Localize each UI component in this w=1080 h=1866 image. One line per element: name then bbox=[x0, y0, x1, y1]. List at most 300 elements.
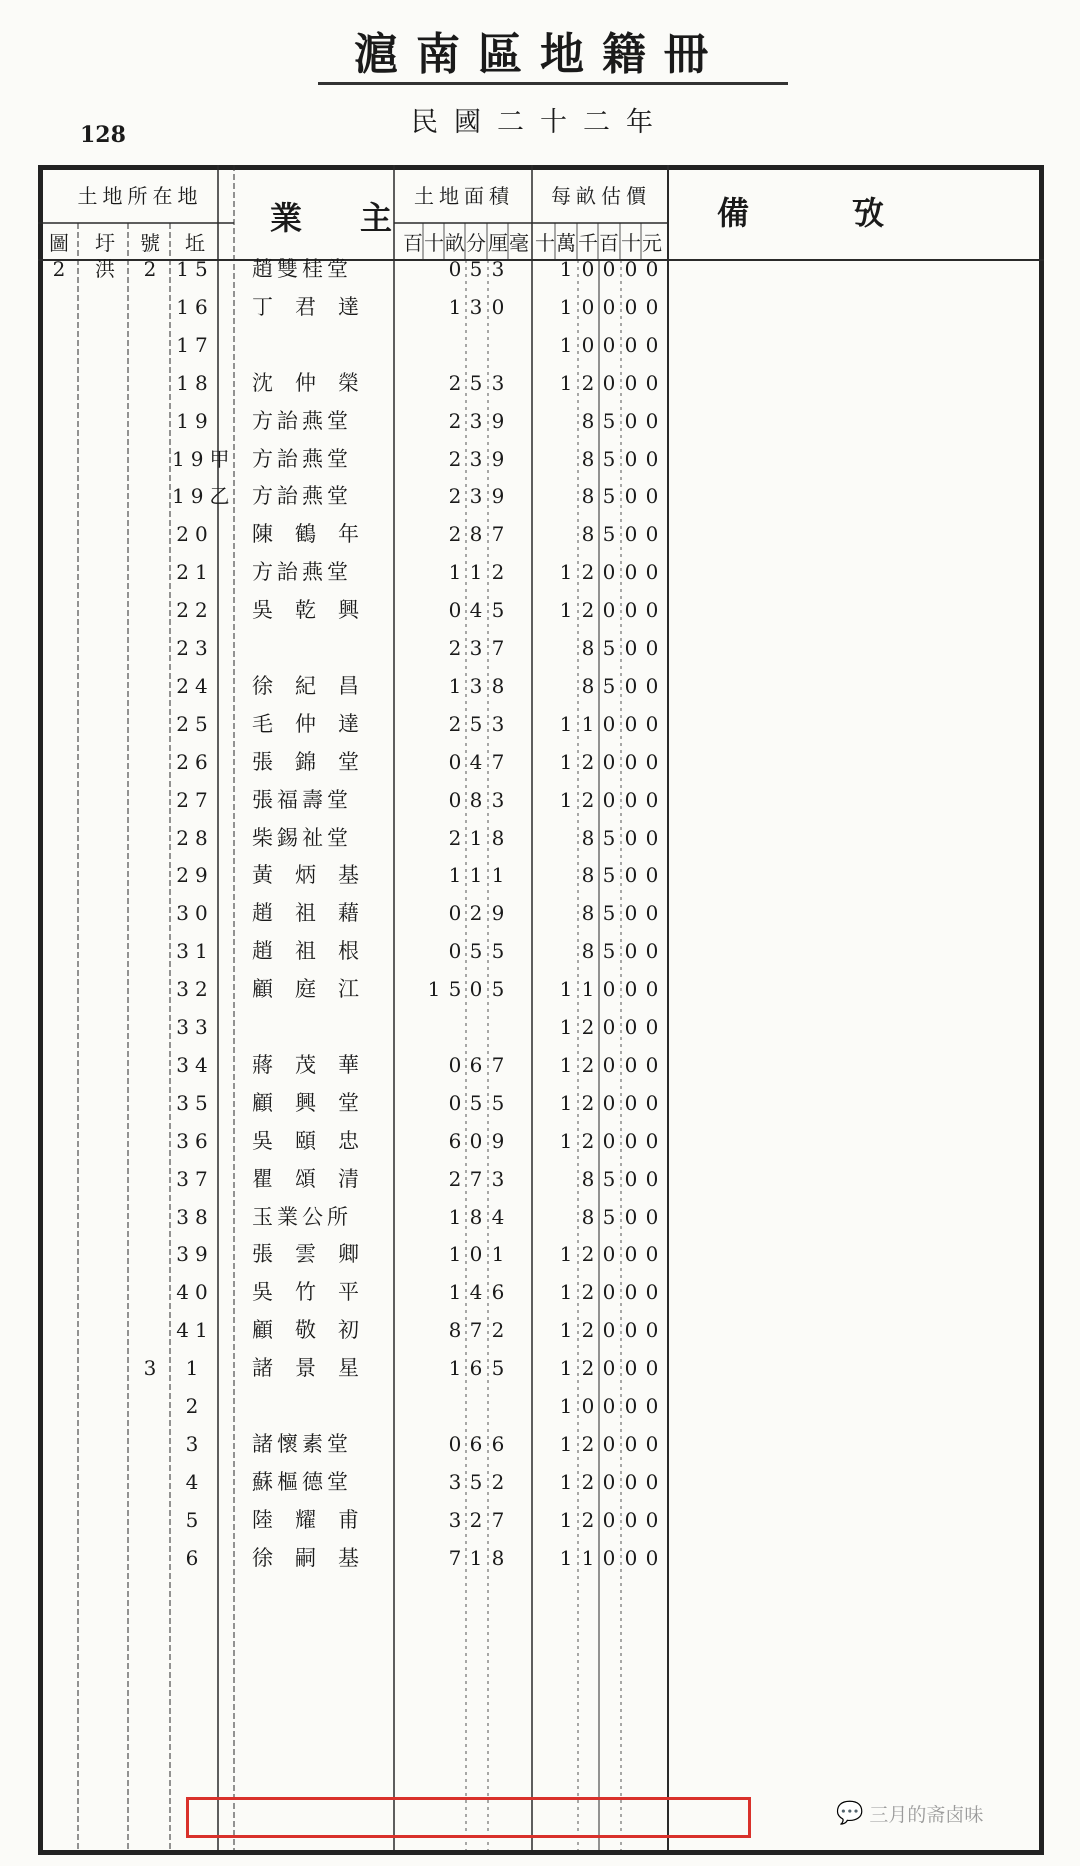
cell-price-digit: 0 bbox=[624, 1015, 638, 1039]
cell-area-digit: 7 bbox=[491, 1052, 505, 1077]
header-remarks-char-2: 攷 bbox=[851, 194, 884, 232]
cell-qiu: 16 bbox=[176, 294, 214, 319]
cell-price-digit: 0 bbox=[624, 598, 638, 623]
cell-area-digit: 3 bbox=[469, 636, 483, 660]
cell-price-digit: 0 bbox=[602, 711, 616, 736]
cell-price-digit: 0 bbox=[624, 1545, 638, 1570]
cell-owner: 顧興堂 bbox=[252, 1090, 381, 1115]
cell-price-digit: 0 bbox=[645, 598, 659, 623]
cell-price-digit: 0 bbox=[602, 1431, 616, 1456]
cell-owner: 趙祖根 bbox=[252, 939, 381, 964]
cell-price-digit: 0 bbox=[624, 1090, 638, 1115]
cell-area-digit: 1 bbox=[469, 560, 483, 585]
header-col-wei: 圩 bbox=[95, 231, 115, 255]
cell-price-digit: 0 bbox=[624, 1242, 638, 1267]
cell-qiu: 19乙 bbox=[172, 484, 236, 509]
cell-price-digit: 0 bbox=[624, 825, 638, 850]
cell-area-digit: 3 bbox=[469, 408, 483, 433]
header-col-tu: 圖 bbox=[49, 231, 69, 255]
cell-qiu: 29 bbox=[176, 863, 214, 888]
cell-price-digit: 2 bbox=[581, 1052, 595, 1077]
cell-area-digit: 5 bbox=[491, 939, 505, 964]
cell-area-digit: 0 bbox=[448, 939, 462, 964]
cell-qiu: 25 bbox=[176, 711, 214, 736]
cell-area-digit: 7 bbox=[469, 1166, 483, 1191]
cell-price-digit: 0 bbox=[624, 1469, 638, 1494]
cell-price-digit: 0 bbox=[624, 1394, 638, 1418]
page-number: 128 bbox=[80, 122, 126, 148]
header-area-group: 土地面積 bbox=[414, 184, 514, 208]
cell-price-digit: 2 bbox=[581, 1128, 595, 1153]
cell-price-digit: 0 bbox=[645, 1052, 659, 1077]
cell-area-digit: 6 bbox=[469, 1356, 483, 1381]
cell-area-digit: 9 bbox=[491, 1128, 505, 1153]
cell-price-digit: 2 bbox=[581, 598, 595, 623]
cell-price-digit: 1 bbox=[559, 1318, 573, 1343]
cell-owner: 方詒燕堂 bbox=[252, 484, 352, 509]
watermark bbox=[836, 1800, 983, 1827]
document-title: 滬南區地籍冊 bbox=[354, 29, 726, 80]
cell-area-digit: 3 bbox=[448, 1469, 462, 1494]
cell-area-digit: 1 bbox=[448, 673, 462, 698]
area-unit-2: 畝 bbox=[445, 231, 465, 255]
cell-price-digit: 1 bbox=[559, 370, 573, 395]
cell-owner: 陸耀甫 bbox=[252, 1507, 381, 1532]
cell-area-digit: 9 bbox=[491, 446, 505, 471]
cell-qiu: 21 bbox=[176, 560, 214, 585]
cell-price-digit: 5 bbox=[602, 673, 616, 698]
cell-price-digit: 0 bbox=[645, 863, 659, 888]
cell-area-digit: 5 bbox=[491, 598, 505, 623]
cell-price-digit: 0 bbox=[602, 1090, 616, 1115]
cell-qiu: 30 bbox=[176, 901, 214, 926]
cell-price-digit: 8 bbox=[581, 522, 595, 547]
cell-owner: 方詒燕堂 bbox=[252, 560, 352, 585]
cell-area-digit: 1 bbox=[448, 1356, 462, 1381]
cell-price-digit: 0 bbox=[602, 1356, 616, 1381]
cell-price-digit: 1 bbox=[559, 1431, 573, 1456]
cell-qiu: 19 bbox=[176, 408, 214, 433]
cell-price-digit: 0 bbox=[602, 1242, 616, 1267]
cell-area-digit: 0 bbox=[469, 1128, 483, 1153]
cell-price-digit: 0 bbox=[645, 1280, 659, 1305]
cell-area-digit: 3 bbox=[491, 787, 505, 812]
cell-price-digit: 1 bbox=[559, 711, 573, 736]
cell-area-digit: 0 bbox=[448, 1431, 462, 1456]
cell-price-digit: 0 bbox=[624, 1128, 638, 1153]
cell-price-digit: 0 bbox=[645, 939, 659, 964]
cell-price-digit: 0 bbox=[645, 977, 659, 1002]
cell-area-digit: 7 bbox=[491, 749, 505, 774]
cell-area-digit: 8 bbox=[469, 787, 483, 812]
header-location-group: 土地所在地 bbox=[77, 184, 203, 208]
header-remarks-char-1: 備 bbox=[716, 194, 749, 232]
cell-area-digit: 3 bbox=[469, 484, 483, 509]
cell-qiu: 33 bbox=[176, 1015, 214, 1039]
cell-area-digit: 1 bbox=[427, 977, 441, 1002]
cell-price-digit: 0 bbox=[645, 1431, 659, 1456]
cell-price-digit: 5 bbox=[602, 484, 616, 509]
cell-price-digit: 0 bbox=[624, 370, 638, 395]
cell-owner: 丁君達 bbox=[252, 294, 381, 319]
cell-owner: 趙雙桂堂 bbox=[252, 257, 352, 281]
cell-price-digit: 5 bbox=[602, 636, 616, 660]
cell-owner: 陳鶴年 bbox=[252, 522, 381, 547]
price-unit-2: 千 bbox=[578, 231, 598, 255]
area-unit-5: 毫 bbox=[509, 231, 529, 255]
cell-price-digit: 0 bbox=[645, 446, 659, 471]
cell-qiu: 2 bbox=[185, 1394, 205, 1418]
cell-area-digit: 2 bbox=[448, 446, 462, 471]
cell-qiu: 31 bbox=[176, 939, 214, 964]
cell-area-digit: 2 bbox=[491, 1469, 505, 1494]
cell-owner: 蔣茂華 bbox=[252, 1052, 381, 1077]
cell-owner: 徐嗣基 bbox=[252, 1545, 381, 1570]
cell-price-digit: 8 bbox=[581, 408, 595, 433]
cell-area-digit: 1 bbox=[448, 1280, 462, 1305]
price-unit-5: 元 bbox=[642, 231, 662, 255]
cell-area-digit: 2 bbox=[469, 1507, 483, 1532]
cell-area-digit: 4 bbox=[469, 1280, 483, 1305]
cell-price-digit: 5 bbox=[602, 446, 616, 471]
cell-qiu: 22 bbox=[176, 598, 214, 623]
cell-area-digit: 6 bbox=[491, 1431, 505, 1456]
cell-price-digit: 1 bbox=[559, 1394, 573, 1418]
cell-price-digit: 0 bbox=[624, 939, 638, 964]
cell-price-digit: 0 bbox=[624, 863, 638, 888]
cell-area-digit: 1 bbox=[491, 1242, 505, 1267]
cell-price-digit: 0 bbox=[624, 901, 638, 926]
cell-price-digit: 0 bbox=[645, 749, 659, 774]
cell-area-digit: 1 bbox=[448, 560, 462, 585]
cell-qiu: 6 bbox=[185, 1545, 205, 1570]
cell-price-digit: 0 bbox=[624, 1166, 638, 1191]
cell-qiu: 4 bbox=[185, 1469, 205, 1494]
cell-price-digit: 0 bbox=[602, 332, 616, 357]
cell-price-digit: 0 bbox=[624, 636, 638, 660]
cell-price-digit: 8 bbox=[581, 825, 595, 850]
cell-area-digit: 9 bbox=[491, 408, 505, 433]
cell-price-digit: 1 bbox=[581, 711, 595, 736]
cell-price-digit: 0 bbox=[645, 711, 659, 736]
cell-price-digit: 0 bbox=[624, 1204, 638, 1229]
cell-price-digit: 0 bbox=[645, 1128, 659, 1153]
cell-area-digit: 1 bbox=[448, 294, 462, 319]
cell-area-digit: 2 bbox=[448, 636, 462, 660]
cell-price-digit: 0 bbox=[624, 749, 638, 774]
cell-price-digit: 1 bbox=[559, 598, 573, 623]
cell-price-digit: 8 bbox=[581, 1204, 595, 1229]
price-unit-0: 十 bbox=[535, 231, 555, 255]
price-unit-4: 十 bbox=[621, 231, 641, 255]
header-col-qiu: 坵 bbox=[185, 231, 205, 255]
cell-price-digit: 0 bbox=[645, 1090, 659, 1115]
cell-price-digit: 0 bbox=[645, 1166, 659, 1191]
cell-area-digit: 0 bbox=[448, 749, 462, 774]
header-owner-char-1: 業 bbox=[269, 199, 302, 237]
cell-price-digit: 0 bbox=[602, 1015, 616, 1039]
cell-price-digit: 8 bbox=[581, 939, 595, 964]
cell-price-digit: 0 bbox=[645, 1356, 659, 1381]
cell-area-digit: 5 bbox=[491, 1356, 505, 1381]
header-owner-char-2: 主 bbox=[359, 199, 392, 237]
cell-price-digit: 8 bbox=[581, 636, 595, 660]
cell-area-digit: 1 bbox=[448, 1242, 462, 1267]
cell-price-digit: 0 bbox=[602, 1545, 616, 1570]
document-subtitle: 民國二十二年 bbox=[411, 107, 669, 138]
cell-price-digit: 0 bbox=[645, 408, 659, 433]
cell-price-digit: 8 bbox=[581, 863, 595, 888]
cell-qiu: 39 bbox=[176, 1242, 214, 1267]
cell-price-digit: 0 bbox=[624, 1052, 638, 1077]
cell-price-digit: 1 bbox=[559, 787, 573, 812]
cell-price-digit: 0 bbox=[602, 1128, 616, 1153]
cell-area-digit: 2 bbox=[469, 901, 483, 926]
cell-price-digit: 0 bbox=[624, 408, 638, 433]
cell-owner: 方詒燕堂 bbox=[252, 446, 352, 471]
cell-owner: 顧敬初 bbox=[252, 1318, 381, 1343]
cell-price-digit: 5 bbox=[602, 408, 616, 433]
cell-area-digit: 3 bbox=[448, 1507, 462, 1532]
cell-price-digit: 5 bbox=[602, 939, 616, 964]
cell-area-digit: 1 bbox=[469, 1545, 483, 1570]
cell-area-digit: 6 bbox=[491, 1280, 505, 1305]
cell-price-digit: 0 bbox=[602, 294, 616, 319]
header-price-group: 每畝估價 bbox=[551, 184, 651, 208]
cell-price-digit: 0 bbox=[645, 901, 659, 926]
cell-price-digit: 0 bbox=[602, 1394, 616, 1418]
cell-qiu: 32 bbox=[176, 977, 214, 1002]
cell-price-digit: 0 bbox=[645, 1545, 659, 1570]
cell-price-digit: 0 bbox=[602, 257, 616, 281]
cell-price-digit: 8 bbox=[581, 673, 595, 698]
cell-area-digit: 2 bbox=[448, 408, 462, 433]
cell-price-digit: 1 bbox=[559, 1356, 573, 1381]
cell-area-digit: 1 bbox=[448, 863, 462, 888]
cell-qiu: 1 bbox=[185, 1356, 205, 1381]
area-unit-4: 厘 bbox=[488, 231, 508, 255]
cell-qiu: 38 bbox=[176, 1204, 214, 1229]
cell-owner: 顧庭江 bbox=[252, 977, 381, 1002]
cell-owner: 蘇樞德堂 bbox=[252, 1469, 352, 1494]
cell-owner: 吳乾興 bbox=[252, 598, 381, 623]
cell-area-digit: 8 bbox=[469, 522, 483, 547]
cell-area-digit: 3 bbox=[491, 1166, 505, 1191]
cell-price-digit: 5 bbox=[602, 1166, 616, 1191]
cell-owner: 毛仲達 bbox=[252, 711, 381, 736]
cell-area-digit: 7 bbox=[448, 1545, 462, 1570]
cell-area-digit: 0 bbox=[448, 901, 462, 926]
cell-area-digit: 6 bbox=[469, 1052, 483, 1077]
cell-price-digit: 0 bbox=[624, 1507, 638, 1532]
cell-owner: 柴錫祉堂 bbox=[252, 825, 352, 850]
cell-area-digit: 3 bbox=[491, 257, 505, 281]
cell-area-digit: 2 bbox=[448, 711, 462, 736]
cell-price-digit: 1 bbox=[581, 1545, 595, 1570]
cell-price-digit: 5 bbox=[602, 1204, 616, 1229]
cell-area-digit: 2 bbox=[448, 484, 462, 509]
cell-area-digit: 2 bbox=[448, 1166, 462, 1191]
cell-owner: 吳頤忠 bbox=[252, 1128, 381, 1153]
cell-price-digit: 0 bbox=[624, 711, 638, 736]
cell-price-digit: 1 bbox=[559, 1242, 573, 1267]
cell-price-digit: 2 bbox=[581, 1242, 595, 1267]
cell-price-digit: 2 bbox=[581, 1090, 595, 1115]
cell-area-digit: 8 bbox=[491, 825, 505, 850]
cell-price-digit: 0 bbox=[602, 560, 616, 585]
cell-qiu: 34 bbox=[176, 1052, 214, 1077]
cell-price-digit: 0 bbox=[624, 977, 638, 1002]
cell-price-digit: 0 bbox=[645, 484, 659, 509]
cell-qiu: 35 bbox=[176, 1090, 214, 1115]
cell-price-digit: 0 bbox=[624, 1280, 638, 1305]
cell-qiu: 15 bbox=[176, 257, 214, 281]
cell-hao: 3 bbox=[143, 1356, 157, 1381]
cell-price-digit: 0 bbox=[624, 446, 638, 471]
cell-qiu: 20 bbox=[176, 522, 214, 547]
cell-price-digit: 1 bbox=[559, 749, 573, 774]
cell-price-digit: 0 bbox=[645, 522, 659, 547]
cell-owner: 瞿頌清 bbox=[252, 1166, 381, 1191]
cell-area-digit: 5 bbox=[469, 711, 483, 736]
cell-owner: 諸景星 bbox=[252, 1356, 381, 1381]
cell-area-digit: 5 bbox=[491, 1090, 505, 1115]
cell-price-digit: 1 bbox=[559, 1507, 573, 1532]
cell-area-digit: 5 bbox=[469, 370, 483, 395]
cell-price-digit: 2 bbox=[581, 1015, 595, 1039]
cell-price-digit: 2 bbox=[581, 1318, 595, 1343]
cell-price-digit: 0 bbox=[645, 332, 659, 357]
cell-price-digit: 8 bbox=[581, 484, 595, 509]
cell-owner: 沈仲榮 bbox=[252, 370, 381, 395]
cell-price-digit: 0 bbox=[602, 1469, 616, 1494]
cell-price-digit: 0 bbox=[581, 257, 595, 281]
cell-price-digit: 0 bbox=[645, 673, 659, 698]
cell-area-digit: 1 bbox=[469, 863, 483, 888]
cell-qiu: 19甲 bbox=[172, 446, 236, 471]
area-unit-0: 百 bbox=[403, 231, 423, 255]
cell-qiu: 18 bbox=[176, 370, 214, 395]
cell-area-digit: 6 bbox=[448, 1128, 462, 1153]
cell-area-digit: 3 bbox=[491, 711, 505, 736]
header-col-hao: 號 bbox=[140, 231, 160, 255]
cell-price-digit: 1 bbox=[559, 1052, 573, 1077]
cell-owner: 張福壽堂 bbox=[252, 787, 352, 812]
cell-price-digit: 0 bbox=[645, 787, 659, 812]
cell-price-digit: 0 bbox=[624, 257, 638, 281]
cell-price-digit: 0 bbox=[645, 1242, 659, 1267]
cell-hao: 2 bbox=[143, 257, 157, 281]
cell-area-digit: 1 bbox=[491, 863, 505, 888]
cell-area-digit: 8 bbox=[491, 1545, 505, 1570]
cell-price-digit: 2 bbox=[581, 560, 595, 585]
cell-qiu: 5 bbox=[185, 1507, 205, 1532]
cell-area-digit: 5 bbox=[469, 257, 483, 281]
cell-price-digit: 0 bbox=[645, 294, 659, 319]
cell-price-digit: 0 bbox=[645, 370, 659, 395]
cell-qiu: 3 bbox=[185, 1431, 205, 1456]
cell-area-digit: 5 bbox=[469, 939, 483, 964]
cell-price-digit: 0 bbox=[645, 1507, 659, 1532]
cell-price-digit: 1 bbox=[559, 1469, 573, 1494]
cell-area-digit: 8 bbox=[448, 1318, 462, 1343]
cell-price-digit: 0 bbox=[645, 1469, 659, 1494]
cell-area-digit: 7 bbox=[491, 636, 505, 660]
cell-price-digit: 0 bbox=[581, 294, 595, 319]
cell-qiu: 17 bbox=[176, 332, 214, 357]
area-unit-1: 十 bbox=[424, 231, 444, 255]
cell-price-digit: 2 bbox=[581, 787, 595, 812]
cell-price-digit: 0 bbox=[602, 1507, 616, 1532]
cell-price-digit: 0 bbox=[645, 257, 659, 281]
cell-area-digit: 2 bbox=[448, 370, 462, 395]
cell-area-digit: 0 bbox=[448, 257, 462, 281]
cell-area-digit: 9 bbox=[491, 484, 505, 509]
cell-area-digit: 3 bbox=[491, 370, 505, 395]
cell-qiu: 41 bbox=[176, 1318, 214, 1343]
cell-qiu: 37 bbox=[176, 1166, 214, 1191]
cell-price-digit: 1 bbox=[559, 1128, 573, 1153]
cell-owner: 玉業公所 bbox=[252, 1204, 352, 1229]
cell-price-digit: 0 bbox=[581, 1394, 595, 1418]
cell-owner: 諸懷素堂 bbox=[252, 1431, 352, 1456]
price-unit-3: 百 bbox=[599, 231, 619, 255]
cell-price-digit: 2 bbox=[581, 1469, 595, 1494]
cell-price-digit: 0 bbox=[624, 673, 638, 698]
cell-price-digit: 1 bbox=[559, 1280, 573, 1305]
cell-price-digit: 1 bbox=[559, 294, 573, 319]
cell-qiu: 24 bbox=[176, 673, 214, 698]
cell-price-digit: 0 bbox=[624, 787, 638, 812]
cell-price-digit: 5 bbox=[602, 825, 616, 850]
cell-price-digit: 8 bbox=[581, 901, 595, 926]
cell-price-digit: 8 bbox=[581, 1166, 595, 1191]
cell-price-digit: 5 bbox=[602, 522, 616, 547]
cell-area-digit: 6 bbox=[469, 1431, 483, 1456]
cell-area-digit: 2 bbox=[491, 1318, 505, 1343]
cell-price-digit: 5 bbox=[602, 901, 616, 926]
cell-price-digit: 0 bbox=[624, 484, 638, 509]
cell-area-digit: 5 bbox=[491, 977, 505, 1002]
cell-price-digit: 2 bbox=[581, 370, 595, 395]
cell-price-digit: 2 bbox=[581, 749, 595, 774]
cell-area-digit: 0 bbox=[469, 1242, 483, 1267]
cell-price-digit: 0 bbox=[645, 825, 659, 850]
cell-price-digit: 0 bbox=[602, 598, 616, 623]
watermark-text: 三月的斋卤味 bbox=[869, 1804, 984, 1826]
cell-owner: 吳竹平 bbox=[252, 1280, 381, 1305]
cell-tu: 2 bbox=[52, 257, 66, 281]
cell-price-digit: 1 bbox=[559, 257, 573, 281]
cell-qiu: 28 bbox=[176, 825, 214, 850]
cell-qiu: 27 bbox=[176, 787, 214, 812]
cell-owner: 趙祖藉 bbox=[252, 901, 381, 926]
cell-price-digit: 2 bbox=[581, 1280, 595, 1305]
cell-price-digit: 0 bbox=[602, 1280, 616, 1305]
cell-price-digit: 0 bbox=[624, 1431, 638, 1456]
cell-price-digit: 1 bbox=[581, 977, 595, 1002]
cell-price-digit: 0 bbox=[645, 1394, 659, 1418]
cell-area-digit: 5 bbox=[469, 1469, 483, 1494]
cell-price-digit: 1 bbox=[559, 332, 573, 357]
cell-price-digit: 1 bbox=[559, 560, 573, 585]
cell-price-digit: 0 bbox=[645, 1318, 659, 1343]
cell-qiu: 23 bbox=[176, 636, 214, 660]
cell-price-digit: 0 bbox=[581, 332, 595, 357]
cell-owner: 張錦堂 bbox=[252, 749, 381, 774]
cell-area-digit: 9 bbox=[491, 901, 505, 926]
cell-area-digit: 7 bbox=[469, 1318, 483, 1343]
